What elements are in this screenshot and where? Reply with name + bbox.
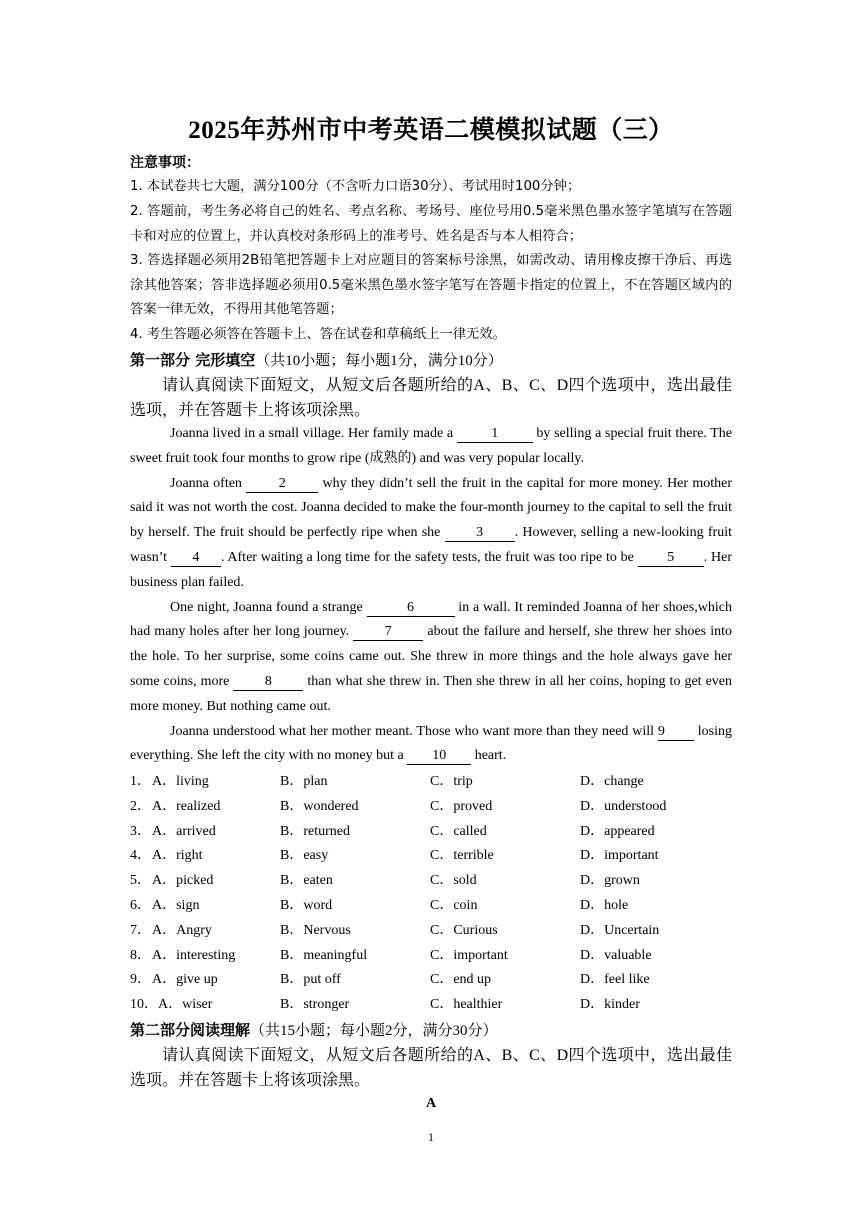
option-row: 9． A．give up B．put off C．end up D．feel like: [130, 972, 650, 988]
option-row: 8． A．interesting B．meaningful C．important D．valuable: [130, 947, 652, 963]
passage-paragraph-3: One night, Joanna found a strange 6 in a wall. It reminded Joanna of her shoes,which had many holes after her long journey. 7 about the failure and herself, she threw her shoes into the hole. To her surprise, some coins came out. She threw in more things and the hole always gave her some coins, more 8 than what she threw in. Then she threw in all her coins, hoping to get even more money. But nothing came out.: [130, 599, 732, 714]
section1-note: （共10小题；每小题1分，满分10分）: [255, 353, 503, 369]
section2-heading: 第二部分阅读理解: [130, 1021, 251, 1039]
option-row: 7． A．Angry B．Nervous C．Curious D．Uncertain: [130, 922, 660, 938]
blank-3: 3: [445, 525, 515, 542]
blank-2: 2: [246, 476, 318, 493]
blank-4: 4: [171, 550, 221, 567]
option-row: 3． A．arrived B．returned C．called D．appeared: [130, 823, 655, 839]
notice-item-2: 2. 答题前，考生务必将自己的姓名、考点名称、考场号、座位号用0.5毫米黑色墨水签字笔填写在答题卡和对应的位置上，并认真校对条形码上的准考号、姓名是否与本人相符合；: [130, 204, 732, 244]
blank-7: 7: [353, 624, 423, 641]
passage-paragraph-1: Joanna lived in a small village. Her family made a 1 by selling a special fruit there. The sweet fruit took four months to grow ripe (成熟的) and was very popular locally.: [130, 426, 733, 466]
notice-heading: 注意事项：: [130, 156, 200, 171]
passage-paragraph-4: Joanna understood what her mother meant. Those who want more than they need will 9 losing everything. She left the city with no money but a 10 heart.: [130, 723, 732, 764]
passage-paragraph-2: Joanna often 2 why they didn’t sell the fruit in the capital for more money. Her mother said it was not worth the cost. Joanna decided to make the four-month journey to the capital to sell the fruit by herself. The fruit should be perfectly ripe when she 3 . However, selling a new-looking fruit wasn’t 4 . After waiting a long time for the safety tests, the fruit was too ripe to be 5 . Her business plan failed.: [130, 475, 732, 590]
section1-heading: 第一部分 完形填空: [130, 351, 256, 369]
notice-item-4: 4. 考生答题必须答在答题卡上、答在试卷和草稿纸上一律无效。: [130, 327, 506, 342]
option-row: 10． A．wiser B．stronger C．healthier D．kinder: [130, 997, 640, 1013]
notice-item-1: 1. 本试卷共七大题，满分100分（不含听力口语30分）、考试用时100分钟；: [130, 179, 581, 194]
cloze-passage: [130, 422, 732, 769]
option-row: 2． A．realized B．wondered C．proved D．understood: [130, 798, 667, 814]
section2-note: （共15小题；每小题2分，满分30分）: [250, 1023, 498, 1039]
page-title: 2025年苏州市中考英语二模模拟试题（三）: [188, 117, 674, 144]
section2-heading-line: [130, 1019, 498, 1040]
option-row: 4． A．right B．easy C．terrible D．important: [130, 848, 659, 864]
passage-a-label: A: [425, 1096, 437, 1111]
option-row: 6． A．sign B．word C．coin D．hole: [130, 897, 629, 913]
notice-item-3: 3. 答选择题必须用2B铅笔把答题卡上对应题目的答案标号涂黑，如需改动、请用橡皮擦干净后、再选涂其他答案；答非选择题必须用0.5毫米黑色墨水签字笔写在答题卡指定的位置上，不在答题区域内的答案一律无效，不得用其他笔答题；: [130, 253, 732, 318]
option-row: 1． A．living B．plan C．trip D．change: [130, 774, 644, 789]
section1-instruction: 请认真阅读下面短文，从短文后各题所给的A、B、C、D四个选项中，选出最佳选项，并在答题卡上将该项涂黑。: [130, 377, 732, 419]
section2-instruction: 请认真阅读下面短文，从短文后各题所给的A、B、C、D四个选项中，选出最佳选项。并在答题卡上将该项涂黑。: [130, 1047, 732, 1089]
blank-8: 8: [233, 674, 303, 691]
section1-heading-line: [130, 349, 503, 370]
options-list: [130, 770, 732, 1018]
blank-1: 1: [457, 426, 533, 443]
blank-9: 9: [658, 724, 694, 741]
blank-6: 6: [367, 600, 455, 617]
option-row: 5． A．picked B．eaten C．sold D．grown: [130, 873, 640, 889]
blank-5: 5: [638, 550, 704, 567]
blank-10: 10: [407, 748, 471, 765]
page-number: 1: [428, 1130, 434, 1144]
